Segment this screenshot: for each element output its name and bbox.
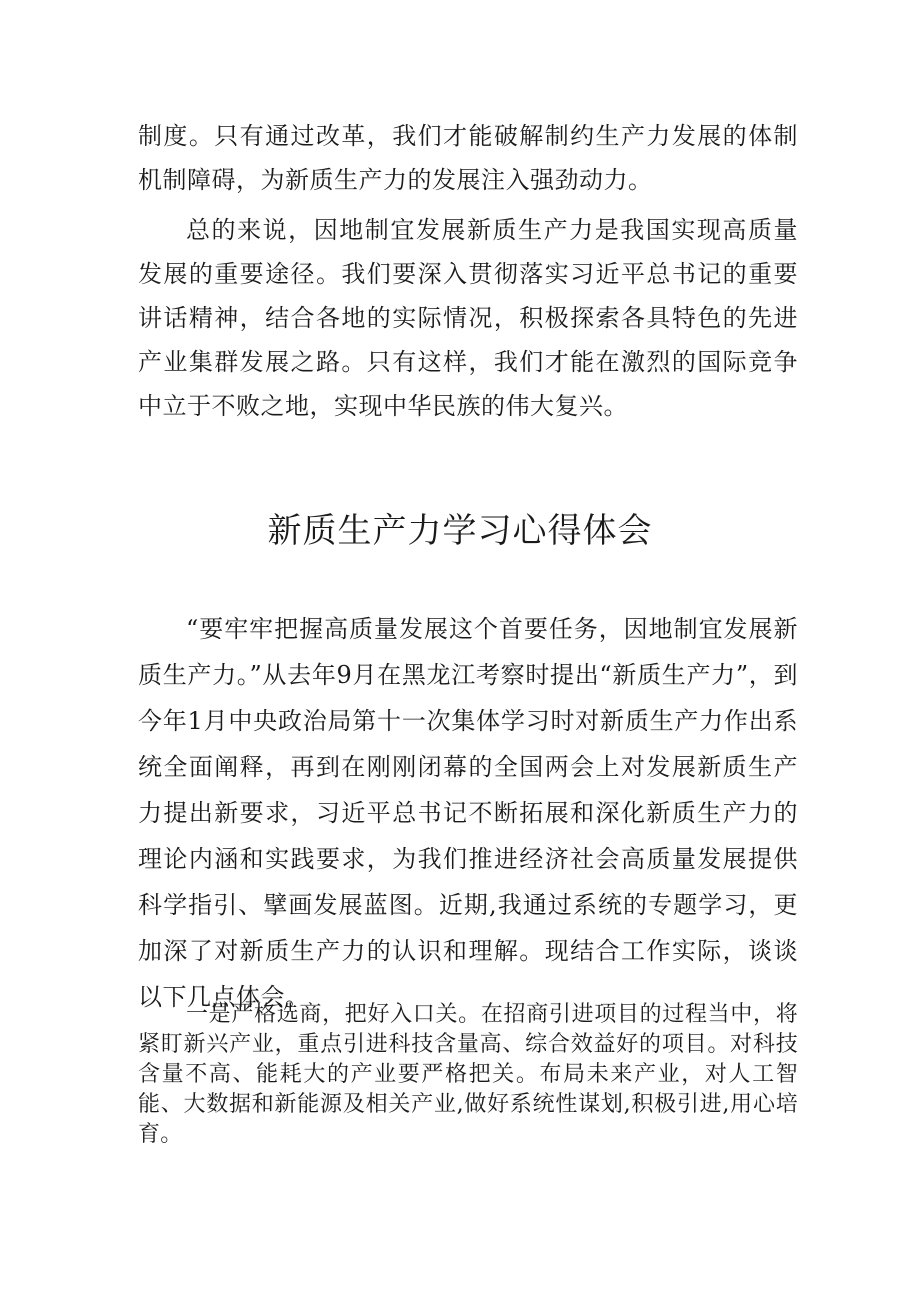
- paragraph-conclusion: 总的来说，因地制宜发展新质生产力是我国实现高质量发展的重要途径。我们要深入贯彻落实习近平总书记的重要讲话精神，结合各地的实际情况，积极探索各具特色的先进产业集群发展之路。只有这样，我们才能在激烈的国际竞争中立于不败之地，实现中华民族的伟大复兴。: [138, 216, 798, 420]
- paragraph-intro: “要牢牢把握高质量发展这个首要任务，因地制宜发展新质生产力。”从去年9月在黑龙江考察时提出“新质生产力”，到今年1月中央政治局第十一次集体学习时对新质生产力作出系统全面阐释，再到在刚刚闭幕的全国两会上对发展新质生产力提出新要求，习近平总书记不断拓展和深化新质生产力的理论内涵和实践要求，为我们推进经济社会高质量发展提供科学指引、擘画发展蓝图。近期,我通过系统的专题学习，更加深了对新质生产力的认识和理解。现结合工作实际，谈谈以下几点体会。: [138, 615, 798, 1011]
- paragraph-point-one: 一是严格选商，把好入口关。在招商引进项目的过程当中，将紧盯新兴产业，重点引进科技含量高、综合效益好的项目。对科技含量不高、能耗大的产业要严格把关。布局未来产业，对人工智能、大数据和新能源及相关产业,做好系统性谋划,积极引进,用心培育。: [138, 1002, 798, 1147]
- paragraph-continuation: 制度。只有通过改革，我们才能破解制约生产力发展的体制机制障碍，为新质生产力的发展注入强劲动力。: [138, 122, 798, 194]
- page-title: 新质生产力学习心得体会: [267, 511, 653, 551]
